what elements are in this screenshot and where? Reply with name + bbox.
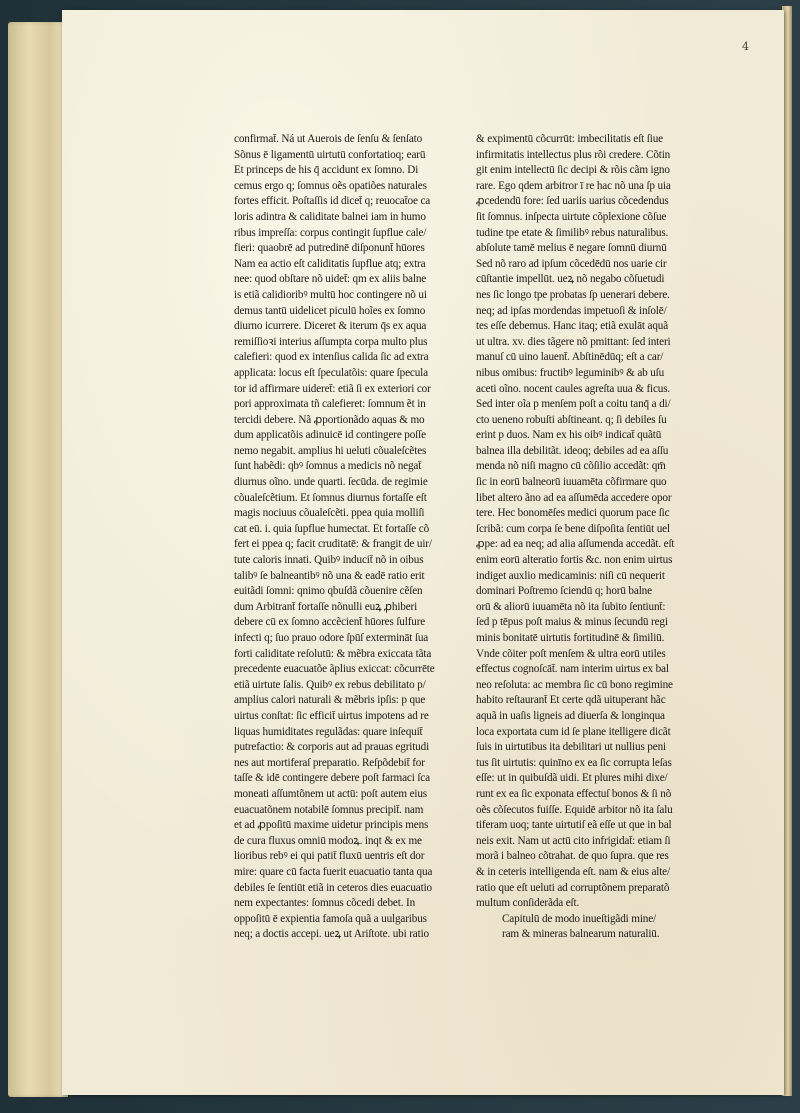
text-line: dum applicatõis adinuicē id contingere poſſe [234,429,426,442]
text-line: Capitulū de modo inueſtigãdi mine/ [502,912,656,925]
text-line: Et princeps de his q̄ accidunt ex ſomno. Di [234,164,419,177]
text-line: libet altero ãno ad ea aſſumēda accedere opor [476,491,672,504]
text-line: dominari Poſtremo ſciendū q; horū balne [476,585,652,598]
text-line: nes ſic longo tpe probatas ſp uenerari debere. [476,288,670,301]
text-line: ꝓpe: ad ea neq; ad alia aſſumenda accedãt. eſt [476,538,675,551]
text-line: balnea illa debilitãt. ideoq; debiles ad ea aſſu [476,444,669,457]
text-line: multum conſiderãda eſt. [476,897,580,910]
text-line: is etiã calidioribꝰ multū hoc contingere nõ ui [234,288,427,301]
text-line: pori approximata tñ calefieret: ſomnum ẽt in [234,398,426,411]
text-line: ratio que eſt ueluti ad corruptõnem preparatõ [476,881,670,894]
right-text-column [476,132,708,943]
text-line: neq; a doctis accepi. ueꝝ ut Ariſtote. ubi ratio [234,928,429,941]
text-line: diurnus oĩno. unde quarti. ſecūda. de regimie [234,476,428,489]
text-line: cõualeſcẽtium. Et ſomnus diurnus fortaſſe eſt [234,491,427,504]
text-line: calefieri: quod ex intenſius calida ſic ad extra [234,351,429,364]
text-line: de cura fluxus omniū modoꝝ. inqt & ex me [234,834,422,847]
text-line: lioribus rebꝰ ei qui patit̄ fluxū uentris eſt dor [234,850,425,863]
text-line: tus ſit uirtutis: quinīno ex ea ſic corrupta leſas [476,756,672,769]
text-line: tere. Hec bonomēſes medici quorum pace ſic [476,507,670,520]
text-line: amplius calori naturali & mẽbris ipſis: p que [234,694,426,707]
text-line: neo reſoluta: ac membra ſic cū bono regimine [476,678,673,691]
text-line: habito reſtaurant̄ Et certe qdã uituperant hãc [476,694,666,707]
text-line: eſſe: ut in quibuſdã uidi. Et plures mihi dixe/ [476,772,668,785]
text-line: dum Arbitrant̄ fortaſſe nõnulli euꝝ ꝓhiberi [234,600,418,613]
text-line: applicata: locus eſt ſpeculatõis: quare ſpecula [234,366,428,379]
text-line: demus tantū uidelicet piculū hoĩes ex ſomno [234,304,426,317]
text-line: runt ex ea ſic exponata effectuſ bonos & ſi nõ [476,787,672,800]
text-line: ſunt habẽdi: qbꝰ ſomnus a medicis nõ negat̄ [234,460,422,473]
text-line: uirtus conſtat: ſic efficit̄ uirtus impotens ad re [234,709,429,722]
text-line: tiferam uoq; tante uirtutiſ eã eſſe ut que in bal [476,819,672,832]
text-line: tes eſſe debemus. Hanc itaq; etiã exulāt aquã [476,320,669,333]
text-line: tute caloris innati. Quibꝰ inducit̄ nõ in oibus [234,554,424,567]
text-line: cto ueneno robuſti abſtineant. q; ſi debiles ſu [476,413,667,426]
text-line: menda nõ niſi magno cū cõſilio accedãt: qm̄ [476,460,666,473]
text-line: manuſ cū uino lauent̄. Abſtinēdūq; eſt a car/ [476,351,664,364]
text-line: tercidi debere. Nã ꝓportionãdo aquas & mo [234,413,425,426]
text-line: ut ultra. xv. dies tãgere nõ pmittant: ſed interi [476,335,671,348]
text-line: debere cū ex ſomno accẽcient̄ hūores ſulfure [234,616,426,629]
text-line: aceti oĩno. nocent caules agreſta uua & ficus. [476,382,671,395]
text-line: tor id affirmare uideret̄: etiã ſi ex exteriori cor [234,382,431,395]
text-line: fert ei ppea q; facit cruditatē: & frangit de uir/ [234,538,432,551]
text-line: moneati aſſumtõnem ut actū: poſt autem eius [234,787,428,800]
text-line: & in ceteris intelligenda eſt. nam & eius alte/ [476,865,670,878]
text-line: nem expectantes: ſomnus cõcedi debet. In [234,897,416,910]
text-line: Sõnus ē ligamentū uirtutū confortatioq; earū [234,148,426,161]
text-line: indiget auxlio medicaminis: niſi cū nequerit [476,569,665,582]
text-line: rare. Ego qdem arbitror ī re hac nõ una ſp uia [476,179,671,192]
text-line: ſcribã: cum corpa ſe bene diſpoſita ſentiūt uel [476,522,670,535]
text-line: magis nociuus cõualeſcẽti. ppea quia molliſi [234,507,425,520]
book-page-edges [8,22,68,1097]
text-line: git enim intellectū ſic decipi & rõis cãm igno [476,164,670,177]
text-line: neis exit. Nam ut actū cito infrigidat̄: etiam ſi [476,834,671,847]
text-line: diurno icurrere. Diceret & iterum q̄s ex aqua [234,320,427,333]
text-line: euitãdi ſomni: qnimo qbuſdã cõuenire cẽſen [234,585,423,598]
text-line: Sed inter oĩa p menſem poſt a coitu tanq̄ a di/ [476,398,671,411]
text-line: cemus ergo q; ſomnus oẽs opatiões naturales [234,179,427,192]
text-line: nibus omibus: fructibꝰ leguminibꝰ & ab uſu [476,366,665,379]
text-line: ꝓcedendū fore: ſed uariis uarius cõcedendus [476,195,669,208]
text-line: forti caliditate reſolutū: & mẽbra exiccata tãta [234,647,432,660]
text-line: loca exportata cum id ſe plane itelligere dicãt [476,725,671,738]
text-line: erint p duos. Nam ex his oibꝰ indicat̄ quãtū [476,429,662,442]
text-line: ribus impreſſa: corpus contingit ſupflue cale/ [234,226,427,239]
text-line: ſit ſomnus. inſpecta uirtute cõplexione cõſue [476,210,667,223]
text-line: tudine tpe etate & ſimilibꝰ rebus naturalibus. [476,226,669,239]
text-line: fortes efficit. Poſtaſſis id dicet̄ q; reuocat̄oe ca [234,195,431,208]
text-line: remiſſioꝛi interius aſſumpta corpa multo plus [234,335,428,348]
text-line: enim eorū alteratio fortis &c. non enim uirtus [476,554,673,567]
text-line: orū & aliorū iuuamēta nõ ita ſubito ſentiunt̄: [476,600,666,613]
text-line: & expimentū cõcurrūt: imbecilitatis eſt ſiue [476,133,663,145]
text-line: aquã in uaſis ligneis ad diuerſa & longinqua [476,709,665,722]
folio-mark: 4 [742,40,749,53]
text-line: precedente euacuatõe ãplius exiccat: cõcurrēte [234,663,435,676]
text-line: talibꝰ ſe balneantibꝰ nõ una & eadē ratio erit [234,569,425,582]
text-line: fieri: quaobrē ad putredinē diſponunt̄ hūores [234,242,425,255]
text-line: euacuatõnem notabilē ſomnus precipit̄. nam [234,803,424,816]
text-line: nee: quod obſtare nõ uidet̄: qm ex aliis balne [234,273,427,286]
text-line: ram & mineras balnearum naturaliū. [502,928,660,941]
text-line: abſolute tamē melius ē negare ſomnū diurnū [476,242,667,255]
text-line: taſſe & idē contingere debere poſt farmaci ſca [234,772,430,785]
text-line: effectus cognoſcāt̄. nam interim uirtus ex bal [476,663,669,676]
text-line: minis bonitatē uirtutis fortitudinē & ſimiliū. [476,632,665,644]
left-text-column [234,132,464,943]
text-line: morã i balneo cõtrahat. de quo ſupra. que res [476,850,669,863]
text-line: liquas humiditates regulãdas: quare inſequit̄ [234,725,423,738]
text-line: mire: quare cū facta fuerit euacuatio tanta qua [234,865,433,878]
text-line: etiã uirtute ſalis. Quibꝰ ex rebus debilitato p/ [234,678,426,691]
text-line: infecti q; ſuo prauo odore ſpūſ extermināt ſua [234,632,429,644]
text-line: nemo negabit. amplius hi ueluti cõualeſcẽtes [234,444,427,457]
text-line: ſuis in uirtutibus ita debilitari ut nullius peni [476,741,666,754]
text-line: confirmat̄. Ná ut Auerois de ſenſu & ſenſato [234,133,423,145]
text-line: infirmitatis intellectus plus rõi credere. Cõtin [476,148,671,161]
text-line: putrefactio: & corporis aut ad prauas egritudi [234,741,430,754]
text-line: Nam ea actio eſt caliditatis ſupflue atq; extra [234,257,426,270]
text-line: neq; ad ipſas mordendas impetuoſi & inſolē/ [476,304,667,317]
text-line: Sed nõ raro ad ipſum cõcedēdū nos uarie cir [476,257,667,270]
text-line: nes aut mortiferaſ preparatio. Reſpõdebit̄ for [234,756,425,769]
text-line: oppoſitū ē expientia famoſa quã a uulgaribus [234,912,427,925]
text-line: loris adintra & caliditate balnei iam in humo [234,210,426,223]
text-line: cat eū. i. quia ſupflue humectat. Et fortaſſe cõ [234,522,430,535]
text-line: ſic in eorū balneorū iuuamēta cõfirmare quo [476,476,667,489]
text-line: debiles ſe ſentiūt etiã in ceteros dies euacuatio [234,881,432,894]
text-line: Vnde cõiter poſt menſem & ultra eorū utiles [476,647,666,660]
text-line: ſed p tēpus poſt maius & minus ſecundū regi [476,616,668,629]
text-line: oẽs cõſecutos fuiſſe. Equidē arbitor nõ ita ſalu [476,803,673,816]
text-line: cūſtantie impellūt. ueꝝ nõ negabo cõſuetudi [476,273,665,286]
text-line: et ad ꝓpoſitū maxime uidetur principis mens [234,819,429,832]
